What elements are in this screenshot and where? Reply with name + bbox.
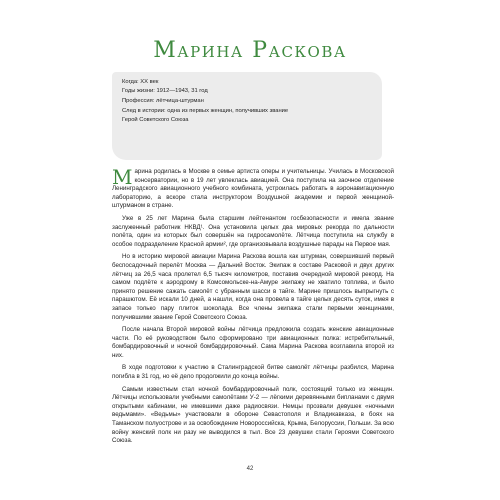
info-box (112, 72, 382, 160)
paragraph-3: Но в историю мировой авиации Марина Раскова вошла как штурман, совершивший первый беспосадочный перелёт Москва — Дальний Восток. Экипаж в составе Расковой и двух других лётчиц за 26,5 часа пролетел 6,5 тысяч километров, поставив очередной мировой рекорд. На самом подлёте к аэродрому в Комсомольске-на-Амуре экипажу не хватило топлива, и было принято решение сажать самолёт с убранным шасси в тайге. Марине пришлось выпрыгнуть с парашютом. Её искали 10 дней, а нашли, когда она провела в тайге целых десять суток, имея в запасе только пару плиток шоколада. Все члены экипажа стали первыми женщинами, получившими звание Герой Советского Союза. (112, 253, 394, 321)
paragraph-2: Уже в 25 лет Марина была старшим лейтенантом госбезопасности и имела звание заслуженный работник НКВД¹. Она установила целых два мировых рекорда по дальности полёта, один из которых был совершён на гидросамолёте. Лётчица поступила на службу в особое подразделение Красной армии², где организовывала воздушные парады на Первое мая. (112, 214, 394, 248)
paragraph-1-text: арина родилась в Москве в семье артиста оперы и учительницы. Училась в Московской консерватории, но в 19 лет увлеклась авиацией. Она поступила на заочное отделение Ленинградского авиационного учебного комбината, устроилась работать в аэронавигационную лабораторию, а вскоре стала инструктором Воздушной академии и первой женщиной-штурманом в стране. (112, 168, 394, 210)
info-legacy-line-2: Герой Советского Союза (122, 117, 189, 123)
info-profession: Профессия: лётчица-штурман (122, 98, 204, 104)
paragraph-6: Самым известным стал ночной бомбардировочный полк, состоящий только из женщин. Лётчицы использовали учебными самолётами У-2 — лёгкими деревянными бипланами с двумя открытыми кабинами, не имевшими даже радиосвязи. Немцы прозвали девушек «ночными ведьмами». «Ведьмы» участвовали в обороне Севастополя и Владикавказа, в боях на Таманском полуострове и за освобождение Новороссийска, Крыма, Белоруссии, Польши. За всю войну женский полк ни разу не выводился в тыл. Все 23 девушки стали Героями Советского Союза. (112, 385, 394, 445)
paragraph-4: После начала Второй мировой войны лётчица предложила создать женские авиационные части. По её руководством было сформировано три авиационных полка: истребительный, бомбардировочный и ночной бомбардировочный. Сама Марина Раскова возглавила второй из них. (112, 326, 394, 359)
article-body (112, 165, 394, 450)
paragraph-5: В ходе подготовки к участию в Сталинградской битве самолёт лётчицы разбился, Марина погибла в 31 год, но её дело продолжили до конца войны. (112, 364, 394, 381)
info-when: Когда: XX век (122, 79, 159, 85)
info-legacy-line-1: След в истории: одна из первых женщин, получивших звание (122, 108, 289, 114)
drop-cap: М (112, 165, 133, 189)
page-number: 42 (246, 466, 254, 472)
info-years: Годы жизни: 1912—1943, 31 год (122, 88, 208, 94)
page-title: Марина Раскова (153, 38, 347, 63)
paragraph-1 (112, 165, 394, 211)
